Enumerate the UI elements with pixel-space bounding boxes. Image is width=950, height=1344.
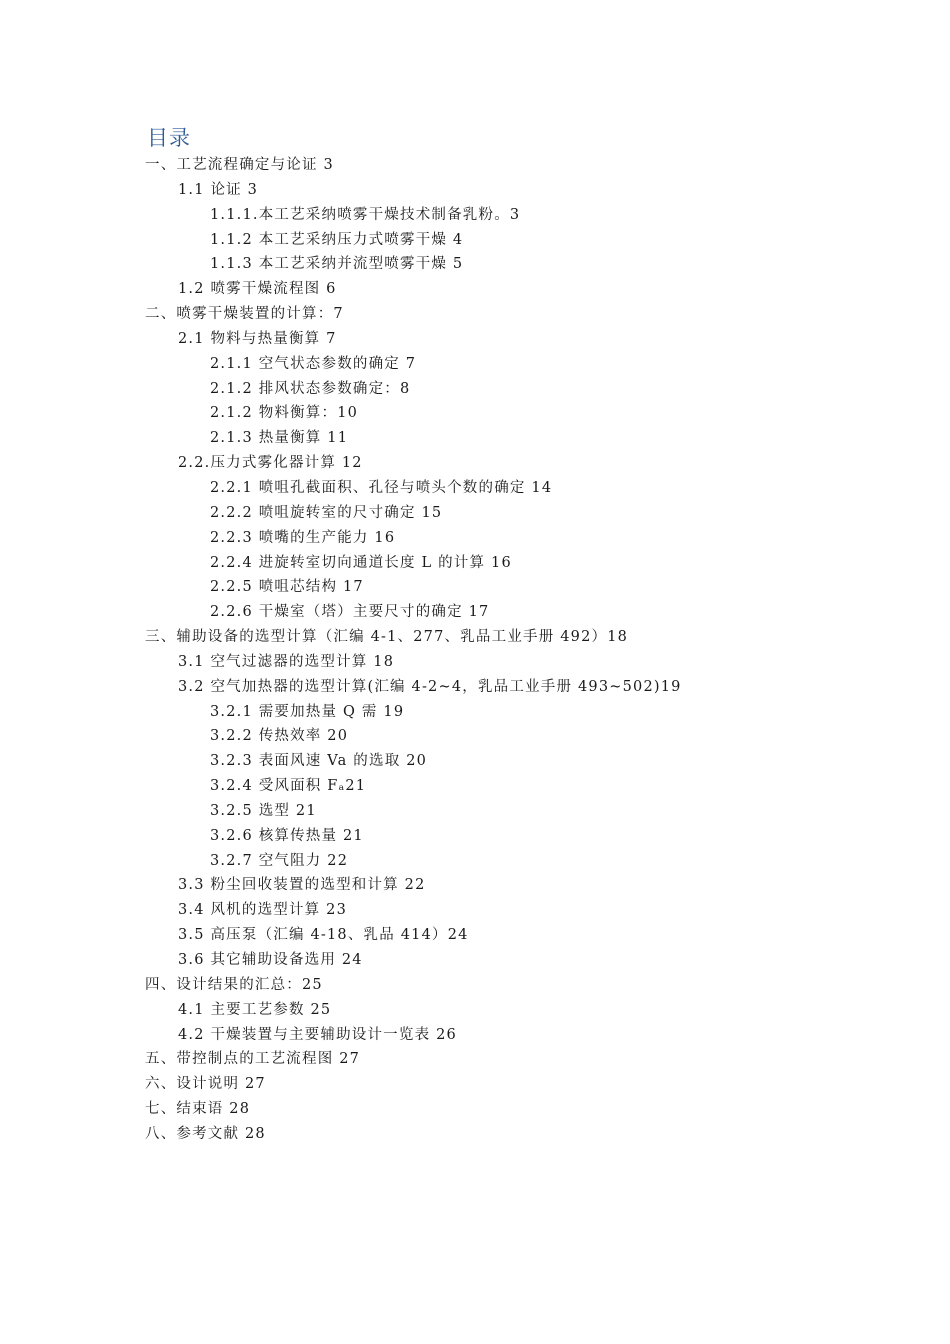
toc-entry-level-2[interactable]: 4.2 干燥装置与主要辅助设计一览表 26 xyxy=(178,1026,457,1043)
toc-entry-level-3[interactable]: 2.1.2 排风状态参数确定：8 xyxy=(210,380,411,397)
toc-entry-level-3[interactable]: 1.1.1.本工艺采纳喷雾干燥技术制备乳粉。3 xyxy=(210,206,521,223)
toc-entry-level-3[interactable]: 2.2.4 进旋转室切向通道长度 L 的计算 16 xyxy=(210,554,512,571)
toc-entry-level-1[interactable]: 六、设计说明 27 xyxy=(145,1076,266,1093)
toc-entry-level-2[interactable]: 3.1 空气过滤器的选型计算 18 xyxy=(178,653,395,670)
toc-entry-level-2[interactable]: 2.1 物料与热量衡算 7 xyxy=(178,330,337,347)
toc-entry-level-2[interactable]: 3.2 空气加热器的选型计算(汇编 4-2~4，乳品工业手册 493~502)19 xyxy=(178,678,682,695)
toc-entry-level-3[interactable]: 3.2.3 表面风速 Va 的选取 20 xyxy=(210,753,428,770)
toc-entry-level-3[interactable]: 3.2.7 空气阻力 22 xyxy=(210,852,349,869)
toc-entry-level-2[interactable]: 3.5 高压泵（汇编 4-18、乳品 414）24 xyxy=(178,927,469,944)
toc-entry-level-2[interactable]: 1.1 论证 3 xyxy=(178,181,259,198)
toc-title: 目录 xyxy=(147,126,191,150)
toc-entry-level-3[interactable]: 1.1.3 本工艺采纳并流型喷雾干燥 5 xyxy=(210,256,464,273)
toc-entry-level-2[interactable]: 3.4 风机的选型计算 23 xyxy=(178,902,348,919)
toc-entry-level-3[interactable]: 2.2.5 喷咀芯结构 17 xyxy=(210,579,364,596)
toc-entry-level-3[interactable]: 2.2.2 喷咀旋转室的尺寸确定 15 xyxy=(210,504,443,521)
toc-entry-level-1[interactable]: 四、设计结果的汇总：25 xyxy=(145,976,323,993)
toc-entry-level-3[interactable]: 2.1.1 空气状态参数的确定 7 xyxy=(210,355,417,372)
toc-entry-level-3[interactable]: 2.2.1 喷咀孔截面积、孔径与喷头个数的确定 14 xyxy=(210,479,553,496)
toc-entry-level-3[interactable]: 2.2.3 喷嘴的生产能力 16 xyxy=(210,529,396,546)
toc-list xyxy=(0,153,682,1147)
toc-entry-level-3[interactable]: 3.2.5 选型 21 xyxy=(210,802,317,819)
toc-entry-level-1[interactable]: 七、结束语 28 xyxy=(145,1101,251,1118)
toc-entry-level-2[interactable]: 3.6 其它辅助设备选用 24 xyxy=(178,952,363,968)
toc-entry-level-3[interactable]: 3.2.4 受风面积 Fₐ21 xyxy=(210,778,367,795)
toc-entry-level-3[interactable]: 2.1.3 热量衡算 11 xyxy=(210,430,349,447)
toc-entry-level-3[interactable]: 1.1.2 本工艺采纳压力式喷雾干燥 4 xyxy=(210,231,464,248)
toc-entry-level-1[interactable]: 一、工艺流程确定与论证 3 xyxy=(145,157,334,173)
toc-entry-level-1[interactable]: 二、喷雾干燥装置的计算：7 xyxy=(145,306,344,323)
toc-entry-level-2[interactable]: 3.3 粉尘回收装置的选型和计算 22 xyxy=(178,877,426,894)
toc-entry-level-3[interactable]: 3.2.1 需要加热量 Q 需 19 xyxy=(210,703,405,720)
toc-entry-level-2[interactable]: 4.1 主要工艺参数 25 xyxy=(178,1001,332,1018)
toc-entry-level-3[interactable]: 3.2.6 核算传热量 21 xyxy=(210,827,364,844)
toc-entry-level-1[interactable]: 五、带控制点的工艺流程图 27 xyxy=(145,1051,361,1068)
toc-entry-level-3[interactable]: 2.1.2 物料衡算：10 xyxy=(210,405,359,422)
toc-entry-level-3[interactable]: 2.2.6 干燥室（塔）主要尺寸的确定 17 xyxy=(210,604,490,621)
toc-entry-level-2[interactable]: 2.2.压力式雾化器计算 12 xyxy=(178,455,363,472)
toc-entry-level-1[interactable]: 三、辅助设备的选型计算（汇编 4-1、277、乳品工业手册 492）18 xyxy=(145,629,629,646)
toc-entry-level-2[interactable]: 1.2 喷雾干燥流程图 6 xyxy=(178,281,337,298)
toc-entry-level-3[interactable]: 3.2.2 传热效率 20 xyxy=(210,728,349,745)
toc-entry-level-1[interactable]: 八、参考文献 28 xyxy=(145,1125,266,1142)
